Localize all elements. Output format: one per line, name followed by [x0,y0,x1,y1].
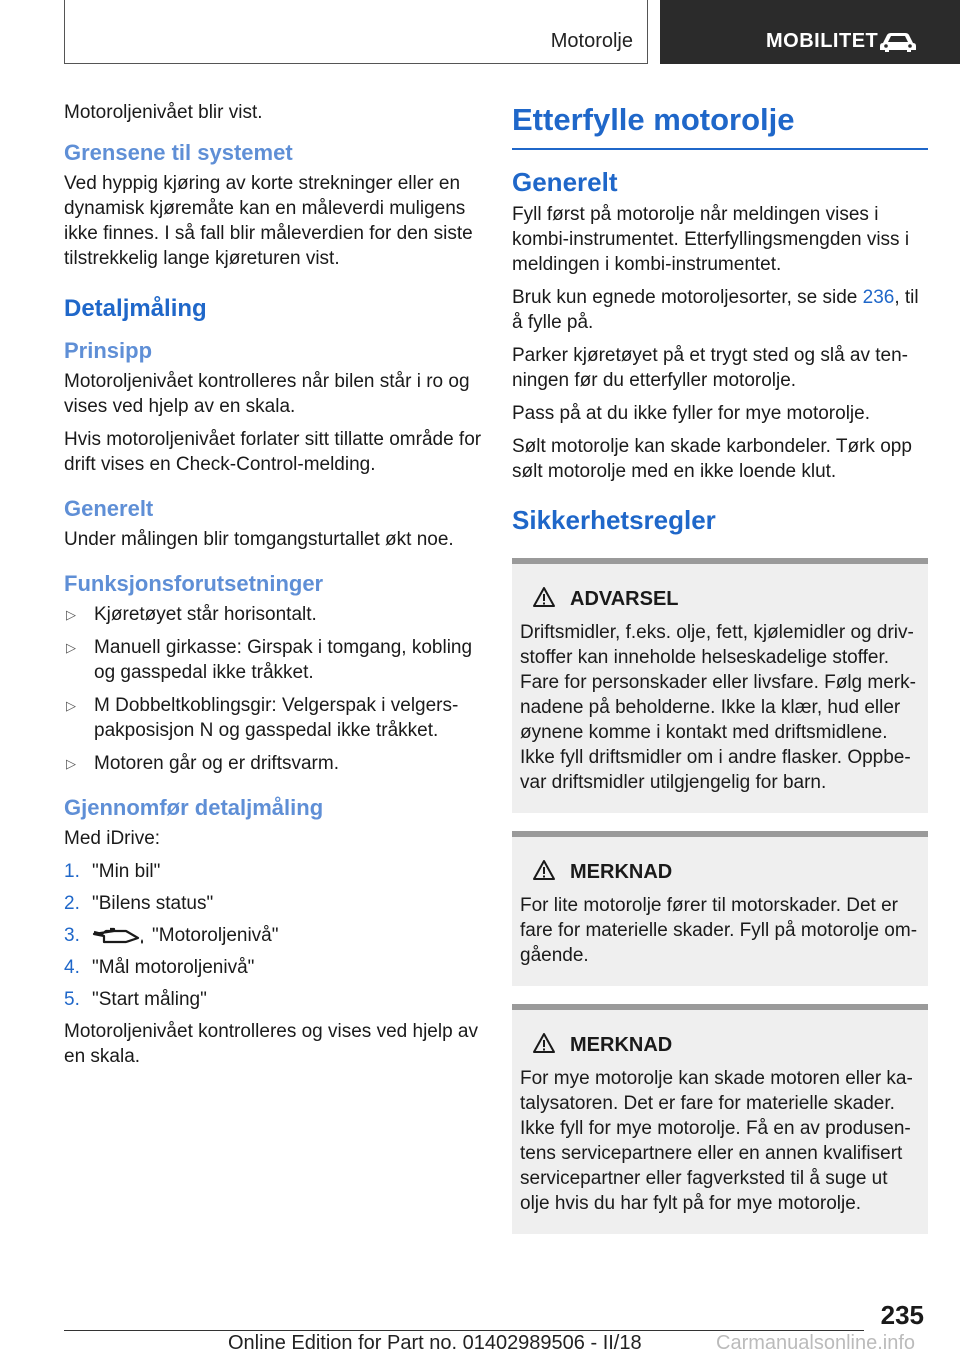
left-column [64,100,482,1077]
triangle-bullet-icon: ▷ [66,756,76,771]
step-item: 1. "Min bil" [64,861,161,882]
requirements-list [64,602,482,776]
triangle-bullet-icon: ▷ [66,698,76,713]
warning-triangle-icon [532,1032,556,1054]
limits-text: Ved hyppig kjøring av korte strekninger eller en dynamisk kjøremåte kan en måleverdi muligens ikke finnes. I så fall blir måleverdien for den siste tilstrekkelig lange kjøreturen vist. [64,173,473,269]
list-item: ▷ M Dobbeltkoblingsgir: Velgerspak i velgerspakposisjon N og gasspedal ikke tråkket. [66,695,459,741]
page-number: 235 [880,1300,924,1330]
triangle-bullet-icon: ▷ [66,640,76,655]
section-title: Motorolje [550,30,633,52]
car-icon [878,30,918,54]
general-heading: Generelt [64,496,154,521]
list-item: ▷ Motoren går og er driftsvarm. [66,753,339,774]
chapter-title: MOBILITET [766,30,879,52]
paragraph-5: Sølt motorolje kan skade karbondeler. Tørk opp sølt motorolje med en ikke loende klut. [512,436,912,482]
page-header [0,0,960,66]
paragraph-3: Parker kjøretøyet på et trygt sted og slå av tenningen før du etterfyller motorolje. [512,345,908,391]
principle-text-1: Motoroljenivået kontrolleres når bilen står i ro og vises ved hjelp av en skala. [64,371,470,417]
triangle-bullet-icon: ▷ [66,607,76,622]
notice-title: MERKNAD [520,859,920,885]
warning-box [512,558,928,813]
perform-intro: Med iDrive: [64,828,161,849]
general-text: Under målingen blir tomgangsturtallet økt noe. [64,529,454,550]
principle-heading: Prinsipp [64,338,153,363]
safety-heading: Sikkerhetsregler [512,505,716,535]
list-item: ▷ Kjøretøyet står horisontalt. [66,604,317,625]
oil-can-icon [92,926,146,946]
chapter-tab [660,0,960,64]
general-heading-right: Generelt [512,167,618,197]
notice-text: For lite motorolje fører til motorskader. Det er fare for materielle skader. Fyll på motorolje omgående. [520,895,918,966]
detail-heading: Detaljmåling [64,295,207,322]
edition-text: Online Edition for Part no. 01402989506 - II/18 [228,1332,642,1354]
step-item: 4. "Mål motoroljenivå" [64,957,255,978]
warning-triangle-icon [532,859,556,881]
step-item: 2. "Bilens status" [64,893,214,914]
page-link[interactable]: 236 [862,287,895,308]
notice-text: For mye motorolje kan skade motoren eller katalysatoren. Det er fare for materielle skader. Ikke fyll for mye motorolje. Få en av produsentens servicepartnere eller en annen kvalifisert servicepartner eller fagverksted til å suge ut olje hvis du har fylt på for mye motorolje. [520,1068,913,1214]
perform-heading: Gjennomfør detaljmåling [64,795,324,820]
notice-title: MERKNAD [520,1032,920,1058]
intro-text: Motoroljenivået blir vist. [64,102,263,123]
warning-title: ADVARSEL [520,586,920,612]
paragraph-2: Bruk kun egnede motoroljesorter, se side 236, til å fylle på. [512,287,919,333]
limits-heading: Grensene til systemet [64,140,293,165]
step-item: 3. "Motoroljenivå" [64,925,279,946]
requirements-heading: Funksjonsforutsetninger [64,571,324,596]
section-tab [64,0,648,64]
list-item: ▷ Manuell girkasse: Girspak i tomgang, kobling og gasspedal ikke tråkket. [66,637,473,683]
paragraph-4: Pass på at du ikke fyller for mye motorolje. [512,403,870,424]
outro-text: Motoroljenivået kontrolleres og vises ved hjelp av en skala. [64,1021,478,1067]
step-item: 5. "Start måling" [64,989,207,1010]
notice-box [512,1004,928,1234]
page-title: Etterfylle motorolje [512,102,928,150]
principle-text-2: Hvis motoroljenivået forlater sitt tillatte område for drift vises en Check-Control-melding. [64,429,482,475]
footer-divider [64,1330,864,1331]
page-footer [0,1290,960,1362]
steps-list [64,859,482,1012]
watermark-text: Carmanualsonline.info [716,1332,916,1354]
warning-text: Driftsmidler, f.eks. olje, fett, kjølemidler og drivstoffer kan inneholde helseskadelige stoffer. Fare for personskader eller livsfare. Følg merknadene på beholderne. Ikke la klær, hud eller øynene komme i kontakt med driftsmidlene. Ikke fyll driftsmidler om i andre flasker. Oppbevar driftsmidler utilgjengelig for barn. [520,622,916,793]
notice-box [512,831,928,986]
paragraph-1: Fyll først på motorolje når meldingen vises i kombi-instrumentet. Etterfyllingsmengden viss i meldingen i kombi-instrumentet. [512,204,910,275]
warning-triangle-icon [532,586,556,608]
right-column [512,100,928,1252]
